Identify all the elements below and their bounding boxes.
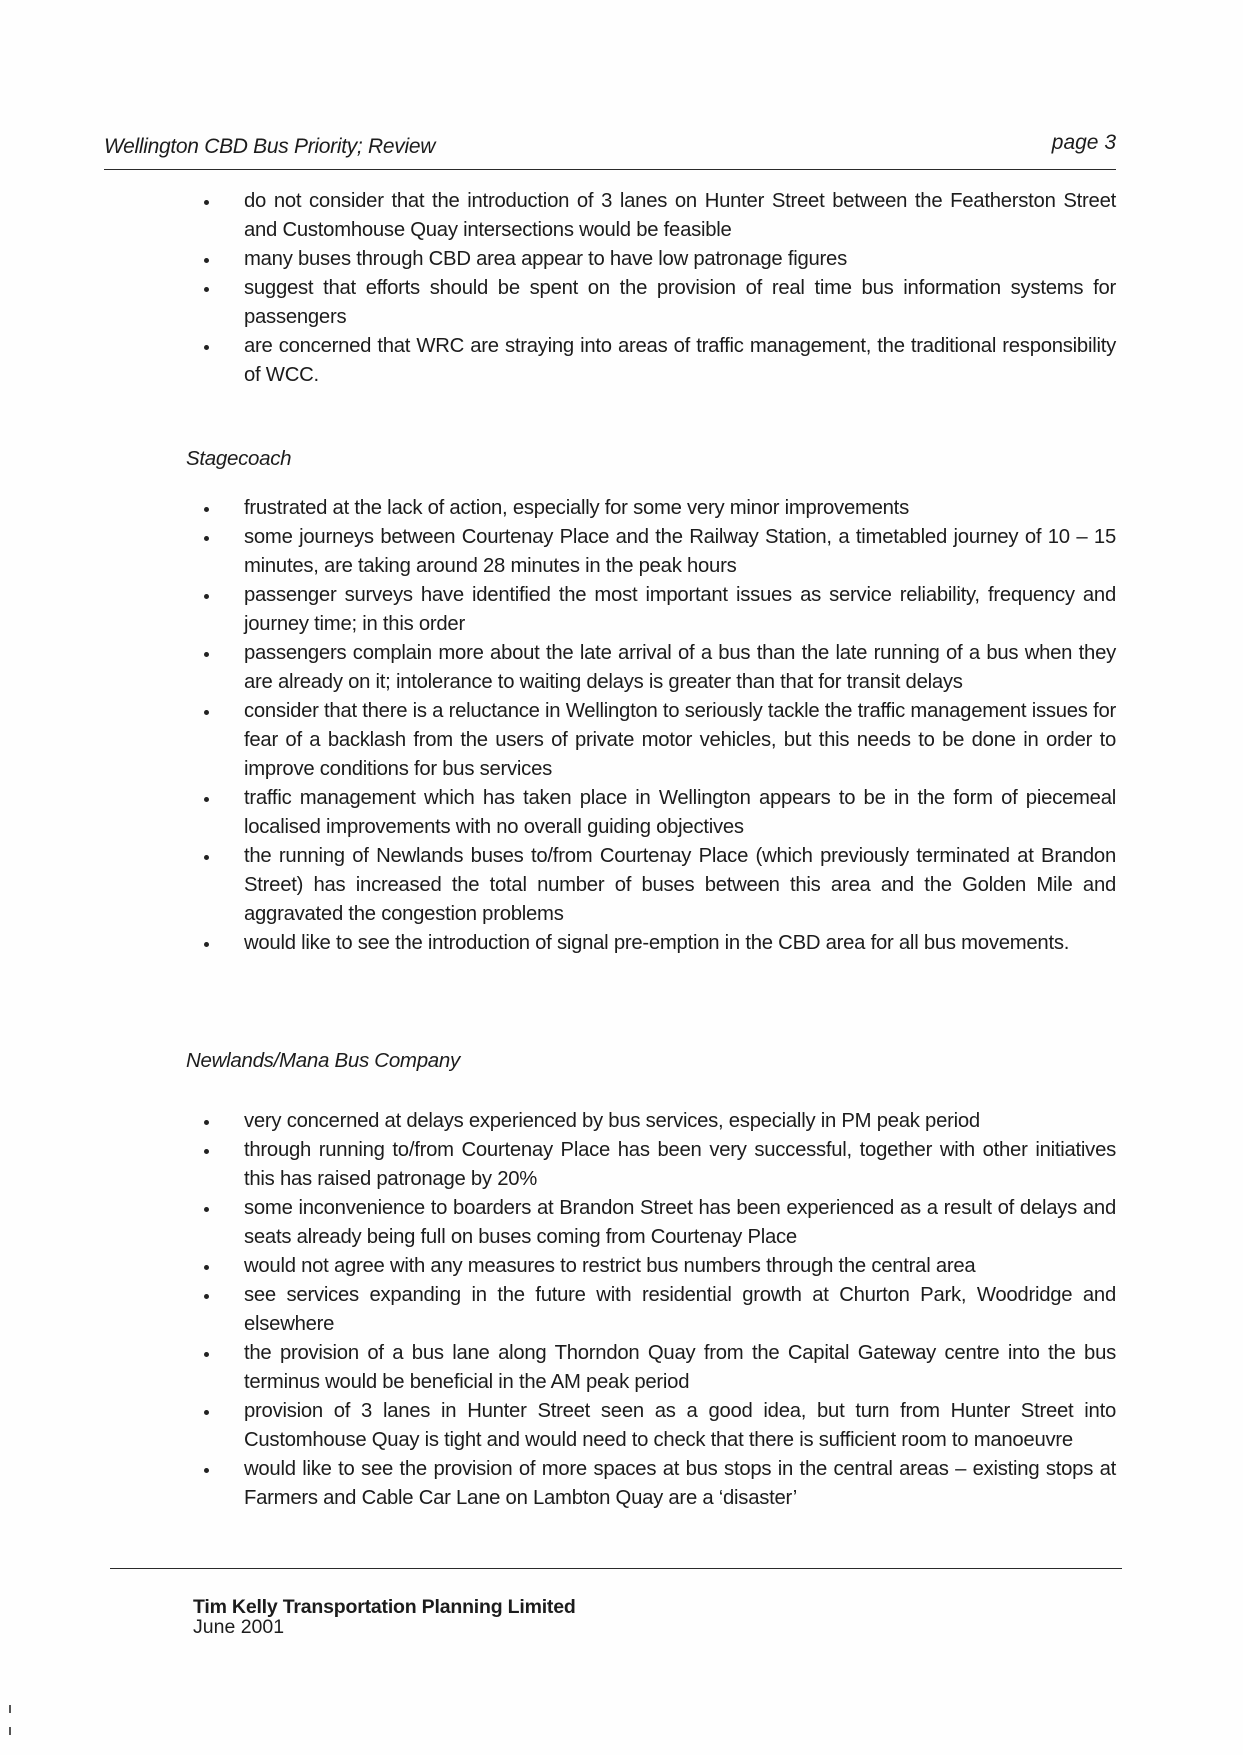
bullet-icon [204,345,209,350]
list-item: provision of 3 lanes in Hunter Street seen as a good idea, but turn from Hunter Street into Customhouse Quay is tight and would need to check that there is sufficient room to manoeuvre [204,1397,1116,1455]
list-item: the running of Newlands buses to/from Courtenay Place (which previously terminated at Brandon Street) has increased the total number of buses between this area and the Golden Mile and aggravated the congestion problems [204,842,1116,929]
list-item: see services expanding in the future with residential growth at Churton Park, Woodridge and elsewhere [204,1281,1116,1339]
intro-bullet-list [204,187,1116,390]
stagecoach-bullet-list [204,494,1116,958]
bullet-icon [204,1207,209,1212]
bullet-icon [204,652,209,657]
bullet-icon [204,258,209,263]
list-item: would like to see the introduction of signal pre-emption in the CBD area for all bus movements. [204,929,1116,958]
list-item: some journeys between Courtenay Place and the Railway Station, a timetabled journey of 10 – 15 minutes, are taking around 28 minutes in the peak hours [204,523,1116,581]
bullet-icon [204,797,209,802]
bullet-icon [204,1410,209,1415]
newlands-mana-bullet-list [204,1107,1116,1513]
bullet-icon [204,200,209,205]
list-item: the provision of a bus lane along Thorndon Quay from the Capital Gateway centre into the bus terminus would be beneficial in the AM peak period [204,1339,1116,1397]
bullet-icon [204,1149,209,1154]
bullet-icon [204,942,209,947]
bullet-icon [204,1352,209,1357]
list-item: very concerned at delays experienced by bus services, especially in PM peak period [204,1107,1116,1136]
list-item: some inconvenience to boarders at Brandon Street has been experienced as a result of delays and seats already being full on buses coming from Courtenay Place [204,1194,1116,1252]
bullet-icon [204,1265,209,1270]
bullet-icon [204,710,209,715]
bullet-icon [204,1468,209,1473]
list-item: many buses through CBD area appear to have low patronage figures [204,245,1116,274]
bullet-icon [204,287,209,292]
list-item: are concerned that WRC are straying into areas of traffic management, the traditional responsibility of WCC. [204,332,1116,390]
list-item: suggest that efforts should be spent on the provision of real time bus information systems for passengers [204,274,1116,332]
scan-artifact-mark [9,1727,11,1735]
page-number: page 3 [1051,131,1116,154]
section-heading-newlands-mana: Newlands/Mana Bus Company [186,1049,460,1072]
bullet-icon [204,594,209,599]
list-item: through running to/from Courtenay Place has been very successful, together with other initiatives this has raised patronage by 20% [204,1136,1116,1194]
bullet-icon [204,855,209,860]
bullet-icon [204,1294,209,1299]
list-item: passenger surveys have identified the most important issues as service reliability, frequency and journey time; in this order [204,581,1116,639]
bullet-icon [204,1120,209,1125]
scan-artifact-mark [9,1705,11,1713]
list-item: would not agree with any measures to restrict bus numbers through the central area [204,1252,1116,1281]
bullet-icon [204,507,209,512]
document-title: Wellington CBD Bus Priority; Review [104,135,436,158]
page-header [104,131,1116,170]
footer-date: June 2001 [193,1616,285,1638]
list-item: frustrated at the lack of action, especially for some very minor improvements [204,494,1116,523]
list-item: do not consider that the introduction of 3 lanes on Hunter Street between the Featherston Street and Customhouse Quay intersections would be feasible [204,187,1116,245]
list-item: consider that there is a reluctance in Wellington to seriously tackle the traffic management issues for fear of a backlash from the users of private motor vehicles, but this needs to be done in order to improve conditions for bus services [204,697,1116,784]
footer-divider [110,1568,1122,1569]
bullet-icon [204,536,209,541]
list-item: traffic management which has taken place in Wellington appears to be in the form of piecemeal localised improvements with no overall guiding objectives [204,784,1116,842]
footer-company-name: Tim Kelly Transportation Planning Limited [193,1596,576,1618]
list-item: passengers complain more about the late arrival of a bus than the late running of a bus when they are already on it; intolerance to waiting delays is greater than that for transit delays [204,639,1116,697]
section-heading-stagecoach: Stagecoach [186,447,292,470]
list-item: would like to see the provision of more spaces at bus stops in the central areas – existing stops at Farmers and Cable Car Lane on Lambton Quay are a ‘disaster’ [204,1455,1116,1513]
